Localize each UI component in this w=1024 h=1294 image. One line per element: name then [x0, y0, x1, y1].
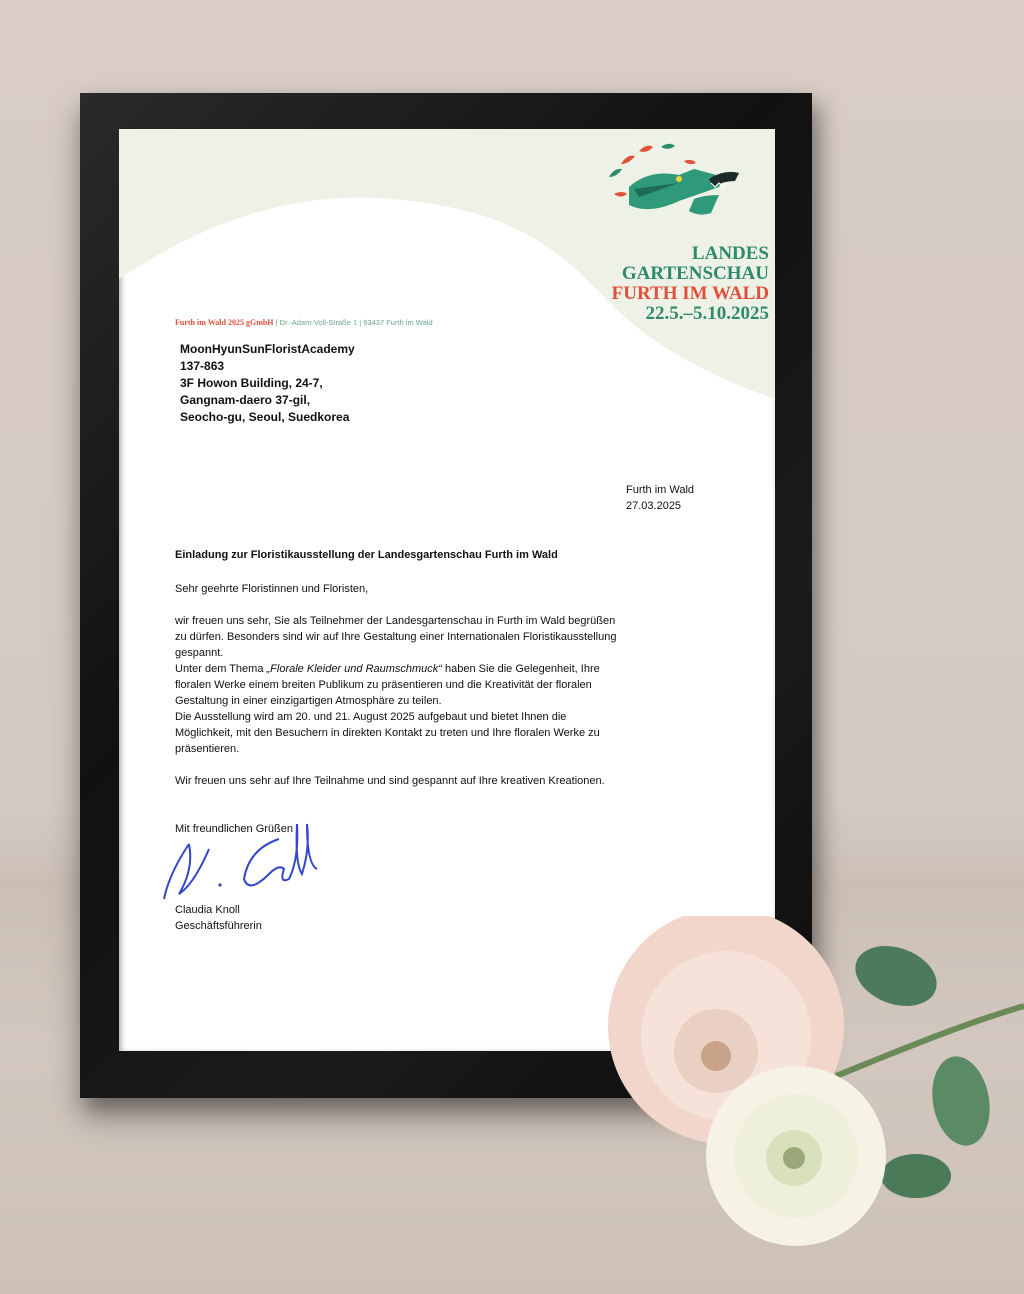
logo-line-landes: LANDES	[691, 243, 769, 264]
paragraph: Die Ausstellung wird am 20. und 21. August 2025 aufgebaut und bietet Ihnen die Möglichkeit, mit den Besuchern in direkten Kontakt zu treten und Ihre floralen Werke zu präsentieren.	[175, 711, 600, 755]
crocodile-leaf-icon	[599, 139, 769, 239]
signer-role: Geschäftsführerin	[175, 920, 262, 932]
place-date	[626, 482, 694, 514]
recipient-line: MoonHyunSunFloristAcademy	[180, 342, 355, 356]
logo-line-dates: 22.5.–5.10.2025	[645, 303, 769, 324]
paragraph: wir freuen uns sehr, Sie als Teilnehmer der Landesgartenschau in Furth im Wald begrüßen zu dürfen. Besonders sind wir auf Ihre Gestaltung einer Internationalen Floristikausstellung gespannt.	[175, 615, 617, 659]
letter-subject: Einladung zur Floristikausstellung der Landesgartenschau Furth im Wald	[175, 549, 558, 561]
recipient-line: Gangnam-daero 37-gil,	[180, 393, 311, 407]
theme-title: „Florale Kleider und Raumschmuck“	[266, 663, 442, 675]
handwritten-signature	[159, 814, 359, 904]
logo-line-gartenschau: GARTENSCHAU	[621, 263, 769, 284]
logo-line-furth: FURTH IM WALD	[611, 283, 769, 304]
recipient-line: Seocho-gu, Seoul, Suedkorea	[180, 410, 350, 424]
sender-org: Furth im Wald 2025 gGmbH	[175, 318, 274, 327]
landesgartenschau-logo	[599, 139, 769, 324]
salutation: Sehr geehrte Floristinnen und Floristen,	[175, 583, 369, 595]
paragraph: Unter dem Thema „Florale Kleider und Raumschmuck“ haben Sie die Gelegenheit, Ihre floralen Werke einem breiten Publikum zu präsentieren und die Kreativität der floralen Gestaltung in einer einzigartigen Atmosphäre zu teilen.	[175, 663, 600, 707]
place: Furth im Wald	[626, 484, 695, 496]
date: 27.03.2025	[626, 500, 682, 512]
signer-name: Claudia Knoll	[175, 904, 240, 916]
sender-line	[175, 318, 433, 327]
recipient-line: 3F Howon Building, 24-7,	[180, 376, 323, 390]
recipient-line: 137-863	[180, 359, 225, 373]
ranunculus-flowers	[596, 916, 1024, 1294]
paragraph: Wir freuen uns sehr auf Ihre Teilnahme und sind gespannt auf Ihre kreativen Kreationen.	[175, 775, 605, 787]
sender-address: | Dr.-Adam-Voll-Straße 1 | 93437 Furth im Wald	[273, 318, 433, 327]
letter-paper	[119, 129, 775, 1051]
closing: Mit freundlichen Grüßen	[175, 823, 293, 835]
recipient-address	[180, 341, 355, 426]
